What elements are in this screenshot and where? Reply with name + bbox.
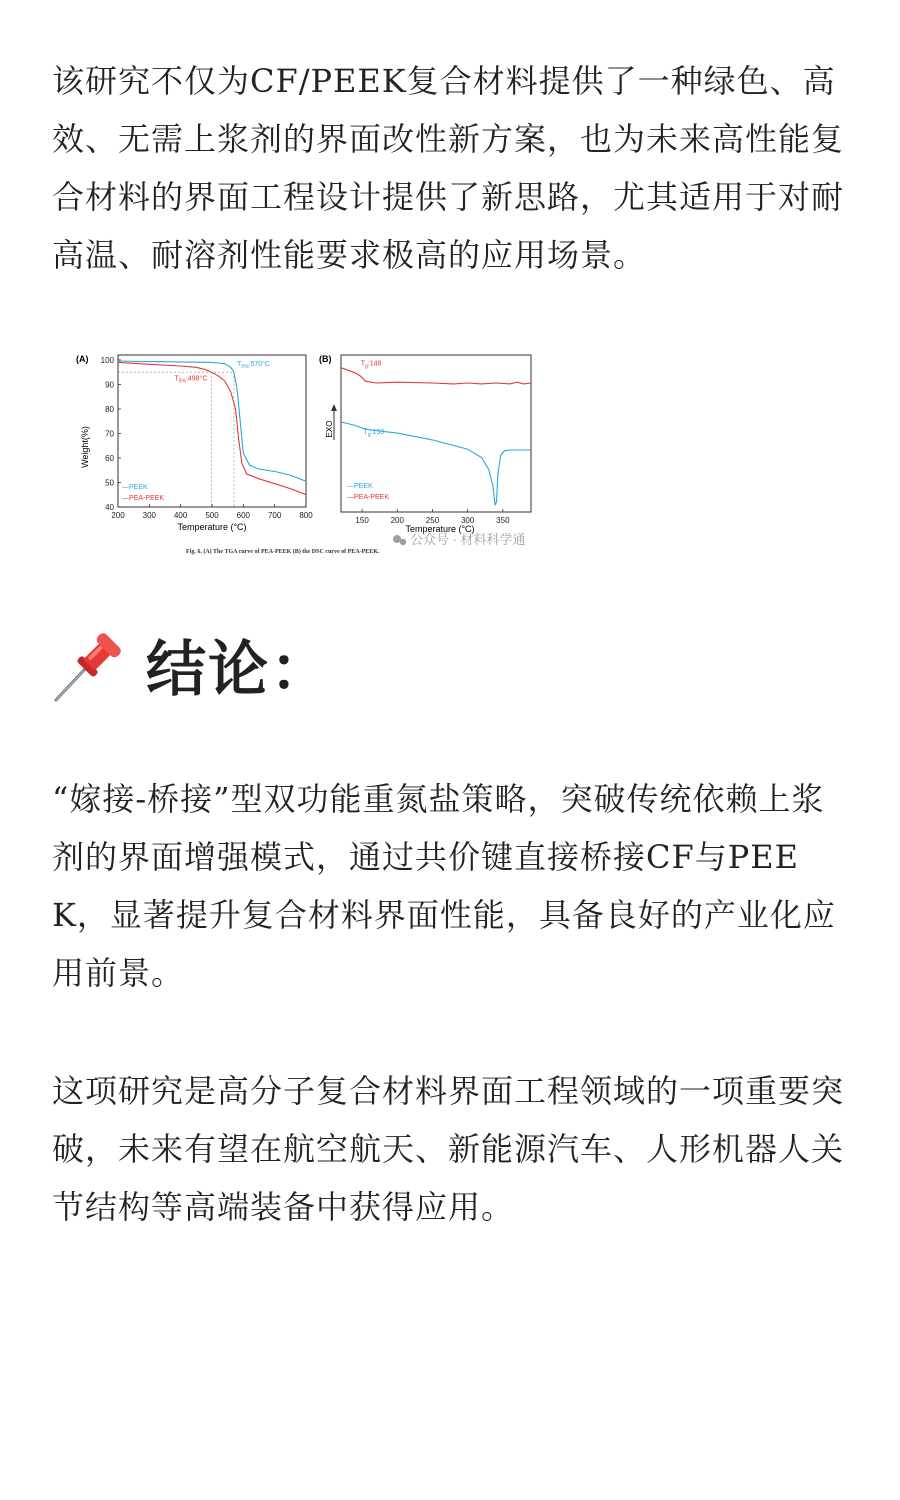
series-line-pea-peek [118, 362, 306, 494]
legend-entry: —PEEK [347, 483, 373, 490]
figure-tga-dsc [70, 345, 560, 560]
x-tick-label: 350 [496, 516, 510, 525]
section-title: 结论： [146, 635, 332, 705]
watermark [393, 532, 526, 547]
x-tick-label: 150 [355, 516, 369, 525]
intro-paragraph: 该研究不仅为CF/PEEK复合材料提供了一种绿色、高效、无需上浆剂的界面改性新方案，也为未来高性能复合材料的界面工程设计提供了新思路，尤其适用于对耐高温、耐溶剂性能要求极高的应用场景。 [52, 62, 845, 274]
panel-b-xlabel: Temperature (°C) [405, 524, 475, 534]
x-tick-label: 400 [173, 511, 188, 520]
exo-arrowhead-icon [331, 404, 337, 411]
pushpin-icon [50, 626, 128, 704]
x-tick-label: 200 [390, 516, 404, 525]
x-tick-label: 800 [299, 511, 313, 520]
x-tick-label: 250 [425, 516, 440, 525]
annotation: $T_g:148$ [360, 360, 382, 370]
annotation: $T_{5\%}:570^\circ C$ [237, 361, 271, 371]
watermark-text: 公众号 · 材料科学通 [410, 532, 526, 547]
legend-entry: —PEA-PEEK [122, 495, 165, 502]
section-heading [50, 620, 332, 710]
y-tick-label: 40 [105, 503, 114, 512]
x-tick-label: 700 [267, 511, 282, 520]
y-tick-label: 90 [105, 380, 114, 390]
x-tick-label: 300 [460, 516, 475, 525]
conclusion-paragraph-1: “嫁接-桥接”型双功能重氮盐策略，突破传统依赖上浆剂的界面增强模式，通过共价键直接桥接CF与PEEK，显著提升复合材料界面性能，具备良好的产业化应用前景。 [52, 780, 836, 992]
series-line-pea-peek [341, 368, 531, 384]
y-tick-label: 80 [105, 404, 114, 414]
legend-entry: —PEEK [122, 484, 148, 491]
x-tick-label: 600 [236, 511, 251, 520]
panel-a-ylabel: Weight(%) [80, 426, 90, 468]
annotation: $T_g:150$ [363, 428, 385, 438]
y-tick-label: 60 [105, 453, 114, 463]
panel-a-plot [101, 356, 314, 520]
x-tick-label: 200 [111, 511, 125, 520]
panel-b-ylabel: EXO [325, 420, 334, 438]
x-tick-label: 300 [142, 511, 157, 520]
panel-a-label: (A) [76, 354, 89, 364]
panel-b-plot [341, 360, 531, 525]
wechat-icon-bubble [400, 539, 406, 545]
panel-b-label: (B) [319, 354, 332, 364]
y-tick-label: 100 [100, 355, 114, 365]
figure-caption: Fig. 6. (A) The TGA curve of PEA-PEEK (B) the DSC curve of PEA-PEEK. [186, 549, 380, 555]
x-tick-label: 500 [205, 511, 219, 520]
panel-a-xlabel: Temperature (°C) [177, 522, 247, 532]
y-tick-label: 50 [105, 478, 114, 488]
figure-svg [70, 345, 560, 560]
annotation: $T_{5\%}:498^\circ C$ [174, 375, 208, 385]
y-tick-label: 70 [105, 429, 114, 439]
series-line-peek [118, 361, 306, 481]
wechat-icon [393, 535, 401, 543]
conclusion-paragraph-2: 这项研究是高分子复合材料界面工程领域的一项重要突破，未来有望在航空航天、新能源汽车、人形机器人关节结构等高端装备中获得应用。 [52, 1072, 845, 1226]
legend-entry: —PEA-PEEK [347, 494, 390, 501]
